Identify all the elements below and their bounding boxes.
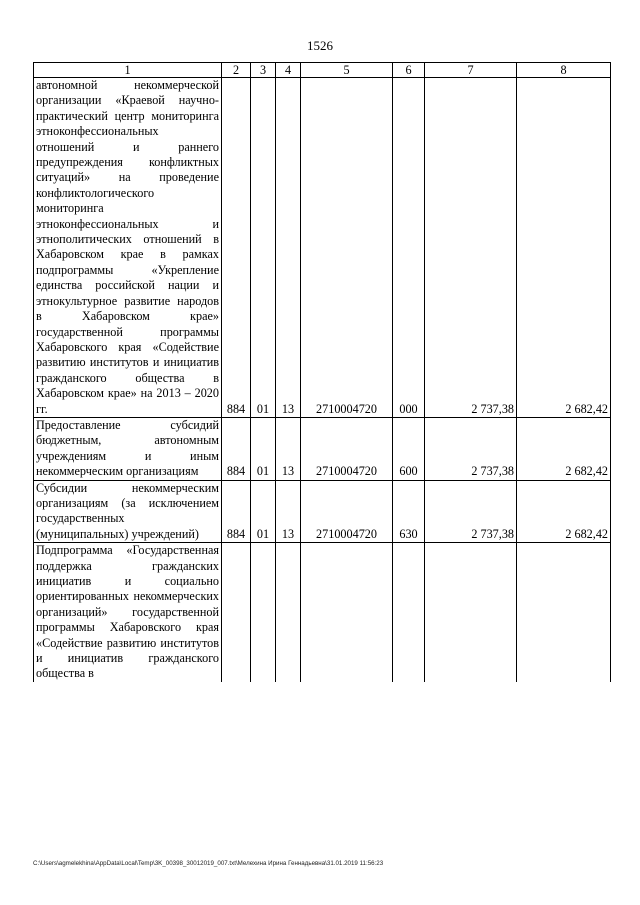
cell-ministry-code <box>222 543 251 682</box>
cell-subsection: 13 <box>276 480 301 543</box>
header-cell: 7 <box>425 63 517 78</box>
cell-expense-type: 630 <box>393 480 425 543</box>
cell-ministry-code: 884 <box>222 417 251 480</box>
cell-amount-col7: 2 737,38 <box>425 417 517 480</box>
cell-amount-col7: 2 737,38 <box>425 78 517 418</box>
cell-section: 01 <box>251 480 276 543</box>
header-cell: 3 <box>251 63 276 78</box>
cell-target-article: 2710004720 <box>301 480 393 543</box>
table-row <box>34 417 611 480</box>
cell-subsection: 13 <box>276 78 301 418</box>
cell-amount-col7 <box>425 543 517 682</box>
cell-amount-col8: 2 682,42 <box>517 78 611 418</box>
header-cell: 8 <box>517 63 611 78</box>
cell-ministry-code: 884 <box>222 480 251 543</box>
header-cell: 6 <box>393 63 425 78</box>
cell-ministry-code: 884 <box>222 78 251 418</box>
cell-section: 01 <box>251 78 276 418</box>
table-row <box>34 480 611 543</box>
header-cell: 5 <box>301 63 393 78</box>
cell-amount-col8: 2 682,42 <box>517 417 611 480</box>
row-name: автономной некоммерческой организации «Краевой научно-практический центр мониторинга этноконфессиональных отношений и раннего предупреждения конфликтных ситуаций» на проведение конфликтологического мониторинга этноконфессиональных и этнополитических отношений в Хабаровском крае в рамках подпрограммы «Укрепление единства российской нации и этнокультурное развитие народов в Хабаровском крае» государственной программы Хабаровского края «Содействие развитию институтов и инициатив гражданского общества в Хабаровском крае» на 2013 – 2020 гг. <box>34 78 222 418</box>
cell-target-article: 2710004720 <box>301 417 393 480</box>
budget-table <box>33 62 611 682</box>
cell-amount-col7: 2 737,38 <box>425 480 517 543</box>
cell-subsection: 13 <box>276 417 301 480</box>
cell-expense-type: 000 <box>393 78 425 418</box>
cell-target-article: 2710004720 <box>301 78 393 418</box>
header-cell: 2 <box>222 63 251 78</box>
cell-section <box>251 543 276 682</box>
header-cell: 1 <box>34 63 222 78</box>
row-name: Субсидии некоммерческим организациям (за исключением государственных (муниципальных) учреждений) <box>34 480 222 543</box>
cell-expense-type <box>393 543 425 682</box>
table-header-row <box>34 63 611 78</box>
table-row <box>34 78 611 418</box>
page-number: 1526 <box>307 38 333 53</box>
header-cell: 4 <box>276 63 301 78</box>
cell-target-article <box>301 543 393 682</box>
cell-subsection <box>276 543 301 682</box>
row-name: Подпрограмма «Государственная поддержка гражданских инициатив и социально ориентированных некоммерческих организаций» государственной программы Хабаровского края «Содействие развитию институтов и инициатив гражданского общества в <box>34 543 222 682</box>
cell-amount-col8 <box>517 543 611 682</box>
row-name: Предоставление субсидий бюджетным, автономным учреждениям и иным некоммерческим организациям <box>34 417 222 480</box>
cell-expense-type: 600 <box>393 417 425 480</box>
table-row <box>34 543 611 682</box>
file-path-footer: C:\Users\agmelekhina\AppData\Local\Temp\3K_00398_30012019_007.txt\Мелехина Ирина Геннадьевна\31.01.2019 11:56:23 <box>33 860 384 867</box>
cell-amount-col8: 2 682,42 <box>517 480 611 543</box>
cell-section: 01 <box>251 417 276 480</box>
